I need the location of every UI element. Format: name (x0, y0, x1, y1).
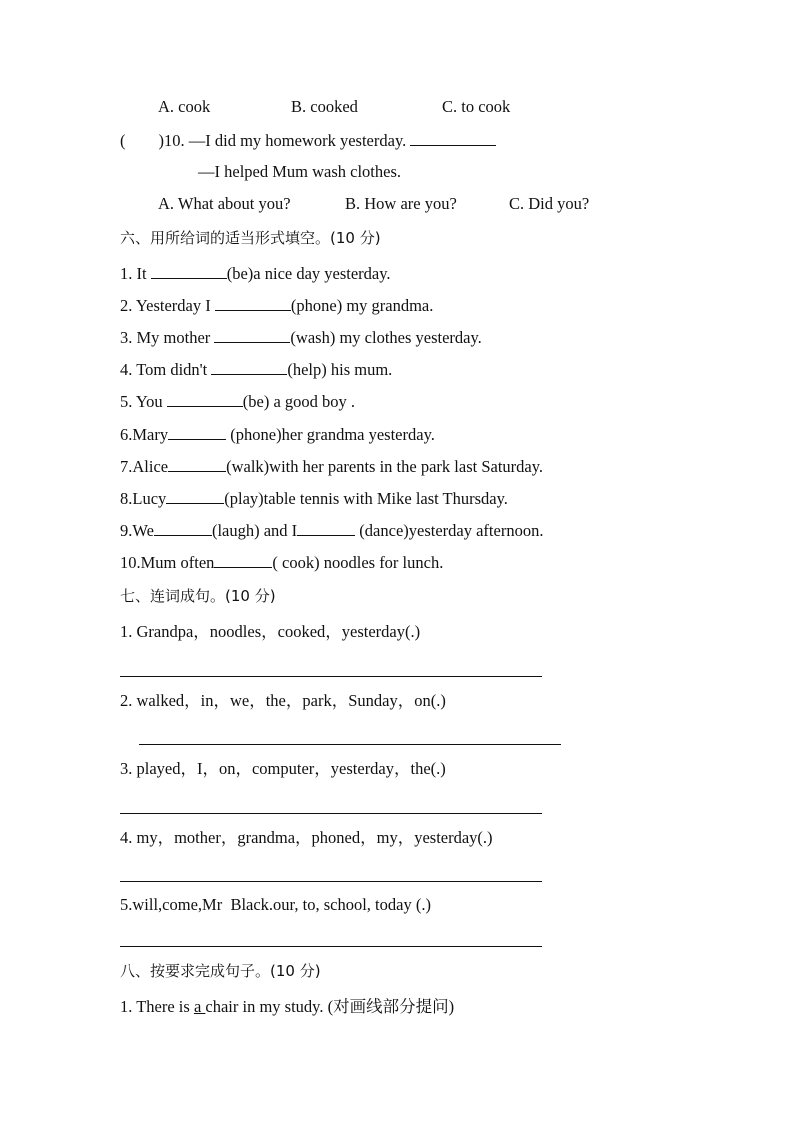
s6-item-9-post: (dance)yesterday afternoon. (355, 521, 544, 540)
s6-item-7 (120, 455, 543, 478)
section7-title-text: 七、连词成句。(10 分) (120, 587, 276, 605)
s7-answer-line-2[interactable] (139, 744, 561, 745)
q10-prefix: ( )10. (120, 131, 189, 150)
s6-item-7-post: (walk)with her parents in the park last Saturday. (226, 457, 544, 476)
s6-item-2-post: (phone) my grandma. (290, 296, 434, 315)
q9-option-a: A. cook (158, 97, 211, 116)
q9-option-c: C. to cook (442, 97, 511, 116)
s6-item-7-blank[interactable] (168, 455, 226, 472)
s6-item-5-pre: 5. You (120, 392, 167, 411)
s6-item-1-blank[interactable] (151, 262, 227, 279)
s8-item-1-pre: 1. There is (120, 997, 194, 1016)
s6-item-9-pre: 9.We (120, 521, 154, 540)
s6-item-9-blank-1[interactable] (154, 519, 212, 536)
section6-title: 六、用所给词的适当形式填空。(10 分) (120, 229, 381, 247)
s6-item-9-blank-2[interactable] (297, 519, 355, 536)
s6-item-8-post: (play)table tennis with Mike last Thursday. (224, 489, 508, 508)
s6-item-6 (120, 423, 435, 446)
section7-title (120, 585, 276, 607)
s6-item-9-mid: (laugh) and I (211, 521, 298, 540)
q9-option-b: B. cooked (291, 97, 358, 116)
s6-item-10 (120, 551, 443, 574)
s6-item-3-pre: 3. My mother (120, 328, 215, 347)
s6-item-4 (120, 358, 392, 381)
s6-item-5-blank[interactable] (167, 390, 243, 407)
s7-item-3: 3. played，I，on，computer，yesterday，the(.) (120, 759, 446, 778)
s6-item-2-blank[interactable] (215, 294, 291, 311)
s6-item-6-blank[interactable] (168, 423, 226, 440)
s6-item-1-pre: 1. It (120, 264, 151, 283)
s6-item-5-post: (be) a good boy . (242, 392, 356, 411)
s6-item-6-pre: 6.Mary (120, 425, 169, 444)
s7-answer-line-3[interactable] (120, 813, 542, 814)
s6-item-2 (120, 294, 433, 317)
s8-item-1 (120, 996, 454, 1018)
s6-item-3-blank[interactable] (214, 326, 290, 343)
s6-item-10-blank[interactable] (214, 551, 272, 568)
s6-item-7-pre: 7.Alice (120, 457, 169, 476)
s6-item-10-post: ( cook) noodles for lunch. (272, 553, 444, 572)
s8-item-1-post: chair in my study. (对画线部分提问) (205, 997, 455, 1016)
s6-item-1 (120, 262, 391, 285)
s8-item-1-underlined: a (193, 997, 206, 1016)
q10-option-a: A. What about you? (158, 194, 291, 213)
section8-title: 八、按要求完成句子。(10 分) (120, 962, 321, 980)
q10-text1: —I did my homework yesterday. (188, 131, 411, 150)
s7-item-5: 5.will,come,Mr Black.our, to, school, today (.) (120, 895, 431, 914)
s6-item-10-pre: 10.Mum often (120, 553, 215, 572)
s6-item-1-post: (be)a nice day yesterday. (226, 264, 391, 283)
s7-item-2: 2. walked，in，we，the，park，Sunday，on(.) (120, 691, 446, 710)
s6-item-8-pre: 8.Lucy (120, 489, 167, 508)
q10-option-c: C. Did you? (509, 194, 590, 213)
s7-answer-line-1[interactable] (120, 676, 542, 677)
s7-answer-line-5[interactable] (120, 946, 542, 947)
s7-answer-line-4[interactable] (120, 881, 542, 882)
s6-item-4-blank[interactable] (211, 358, 287, 375)
s6-item-9 (120, 519, 543, 542)
s6-item-4-pre: 4. Tom didn't (120, 360, 212, 379)
s7-item-1: 1. Grandpa，noodles，cooked，yesterday(.) (120, 622, 421, 641)
s6-item-8 (120, 487, 508, 510)
s6-item-5 (120, 390, 355, 413)
q10-options (158, 193, 589, 215)
s6-item-3-post: (wash) my clothes yesterday. (290, 328, 482, 347)
s6-item-4-post: (help) his mum. (287, 360, 393, 379)
s6-item-6-post: (phone)her grandma yesterday. (226, 425, 435, 444)
s6-item-2-pre: 2. Yesterday I (120, 296, 215, 315)
q9-options (158, 96, 510, 118)
s7-item-4: 4. my，mother，grandma，phoned，my，yesterday(.) (120, 828, 493, 847)
q10-blank[interactable] (410, 129, 496, 146)
q10-line2: —I helped Mum wash clothes. (198, 162, 402, 181)
q10-option-b: B. How are you? (345, 194, 457, 213)
s6-item-8-blank[interactable] (166, 487, 224, 504)
q10-line1 (120, 129, 496, 152)
s6-item-3 (120, 326, 482, 349)
